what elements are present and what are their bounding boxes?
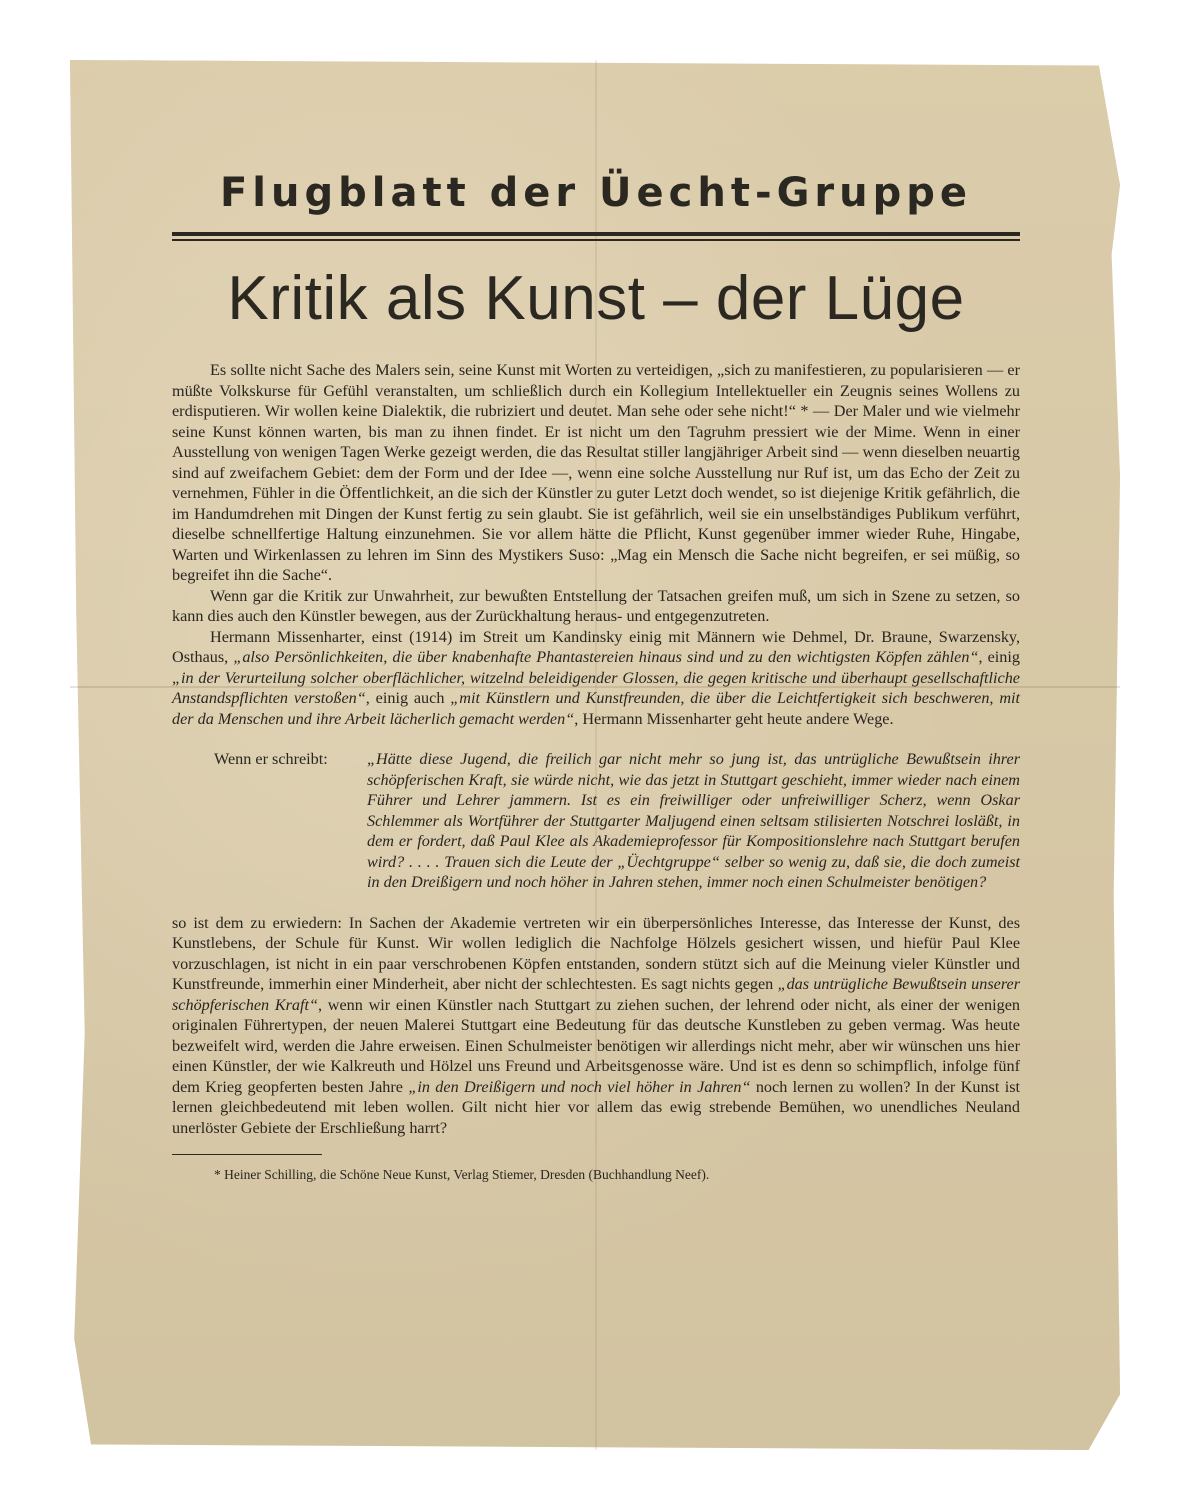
block-quote [172, 749, 1020, 893]
italic-quote: „also Persönlichkeiten, die über knabenhafte Phantastereien hinaus sind und zu den wichtigsten Köpfen zählen“ [233, 648, 979, 666]
body-text [172, 360, 1020, 1138]
footnote-rule [172, 1154, 322, 1155]
text-span: , einig [978, 648, 1020, 666]
italic-quote: „das untrügliche Bewußtsein unserer schöpferischen Kraft“ [172, 975, 1020, 1014]
paragraph-kritik: Wenn gar die Kritik zur Unwahrheit, zur bewußten Entstellung der Tatsachen greifen muß, um sich in Szene zu setzen, so kann dies auch den Künstler bewegen, aus der Zurückhaltung heraus- und entgegenzutreten. [172, 586, 1020, 625]
text-span: , wenn wir einen Künstler nach Stuttgart zu ziehen suchen, der lehrend oder nicht, als einer der wenigen originalen Führertypen, der neuen Malerei Stuttgart eine Bedeutung für das deutsche Kunstleben zu geben vermag. Was heute bezweifelt wird, werden die Jahre erweisen. Einen Schulmeister benötigen wir allerdings nicht mehr, aber wir wünschen uns hier einen Künstler, der wie Kalkreuth und Hölzel uns Freund und Arbeitsgenosse wäre. Und ist es denn so schimpflich, infolge fünf dem Krieg geopferten besten Jahre [172, 995, 1020, 1096]
leaflet-content [172, 160, 1020, 1183]
text-span: , einig auch [365, 689, 451, 707]
paragraph-missenharter [172, 627, 1020, 730]
text-span: noch lernen zu wollen? In der Kunst ist lernen gleichbedeutend mit leben wollen. Gilt nicht hier vor allem das ewig strebende Bemühen, wo unendliches Neuland unerlöster Gebiete der Erschließung harrt? [172, 1077, 1021, 1137]
quote-label: Wenn er schreibt: [214, 750, 328, 768]
text-span: Hermann Missenharter, einst (1914) im Streit um Kandinsky einig mit Männern wie Dehmel, Dr. Braune, Swarzensky, Osthaus, [172, 627, 1020, 666]
italic-quote: „mit Künstlern und Kunstfreunden, die über die Leichtfertigkeit sich beschweren, mit der da Menschen und ihre Arbeit lächerlich gemacht werden“ [172, 689, 1020, 728]
paragraph-intro: Es sollte nicht Sache des Malers sein, seine Kunst mit Worten zu verteidigen, „sich zu manifestieren, zu popularisieren — er müßte Volkskurse für Gefühl veranstalten, um schließlich durch ein Kollegium Intellektueller ein Zeugnis seines Wollens zu erdisputieren. Wir wollen keine Dialektik, die rubriziert und deutet. Man sehe oder sehe nicht!“ * — Der Maler und wie vielmehr seine Kunst können warten, bis man zu ihnen findet. Er ist nicht um den Tagruhm pressiert wie der Mime. Wenn in einer Ausstellung von wenigen Tagen Werke gezeigt werden, die das Resultat stiller langjähriger Arbeit sind — wenn dieselben neuartig sind auf zweifachem Gebiet: dem der Form und der Idee —, wenn eine solche Ausstellung nur Ruf ist, um das Echo der Zeit zu vernehmen, Fühler in die Öffentlichkeit, an die sich der Künstler zu guter Letzt doch wendet, so ist diejenige Kritik gefährlich, die im Handumdrehen mit Dingen der Kunst fertig zu sein glaubt. Sie ist gefährlich, weil sie ein unselbständiges Publikum verführt, dieselbe schnellfertige Haltung einzunehmen. Sie vor allem hätte die Pflicht, Kunst gegenüber immer wieder Ruhe, Hingabe, Warten und Wirkenlassen zu lehren im Sinn des Mystikers Suso: „Mag ein Mensch die Sache nicht begreifen, er sei müßig, so begreifet ihn die Sache“. [172, 361, 1020, 584]
page-title: Kritik als Kunst – der Lüge [227, 264, 965, 333]
footnote: * Heiner Schilling, die Schöne Neue Kunst, Verlag Stiemer, Dresden (Buchhandlung Neef). [214, 1167, 710, 1182]
italic-quote: „in der Verurteilung solcher oberflächlicher, witzelnd beleidigender Glossen, die gegen kritische und überhaupt gesellschaftliche Anstandspflichten verstoßen“ [172, 668, 1020, 707]
quote-text: „Hätte diese Jugend, die freilich gar nicht mehr so jung ist, das untrügliche Bewußtsein ihrer schöpferischen Kraft, sie würde nicht, wie das jetzt in Stuttgart geschieht, immer wieder nach einem Führer und Lehrer jammern. Ist es ein freiwilliger oder unfreiwilliger Scherz, wenn Oskar Schlemmer als Wortführer der Stuttgarter Maljugend einen seltsam stilisierten Notschrei losläßt, in dem er fordert, daß Paul Klee als Akademieprofessor für Kompositionslehre nach Stuttgart berufen wird? . . . . Trauen sich die Leute der „Üechtgruppe“ selber so wenig zu, daß sie, die doch zumeist in den Dreißigern und noch höher in Jahren stehen, immer noch einen Schulmeister benötigen? [367, 750, 1020, 891]
paragraph-response [172, 913, 1020, 1139]
header-rule-thick [172, 232, 1020, 236]
italic-quote: „in den Dreißigern und noch viel höher in Jahren“ [408, 1077, 751, 1096]
text-span: so ist dem zu erwiedern: In Sachen der Akademie vertreten wir ein überpersönliches Interesse, das Interesse der Kunst, des Kunstlebens, der Schule für Kunst. Wir wollen lediglich die Nachfolge Hölzels gesichert wissen, und hiefür Paul Klee vorzuschlagen, ist nicht in ein paar verschrobenen Köpfen entstanden, sondern stützt sich auf die Meinung vieler Künstler und Kunstfreunde, immerhin einer Minderheit, aber nicht der schlechtesten. Es sagt nichts gegen [172, 913, 1020, 993]
header-rule-thin [172, 239, 1020, 241]
leaflet-header: Flugblatt der Üecht-Gruppe [219, 170, 972, 216]
text-span: , Hermann Missenharter geht heute andere Wege. [574, 709, 894, 728]
